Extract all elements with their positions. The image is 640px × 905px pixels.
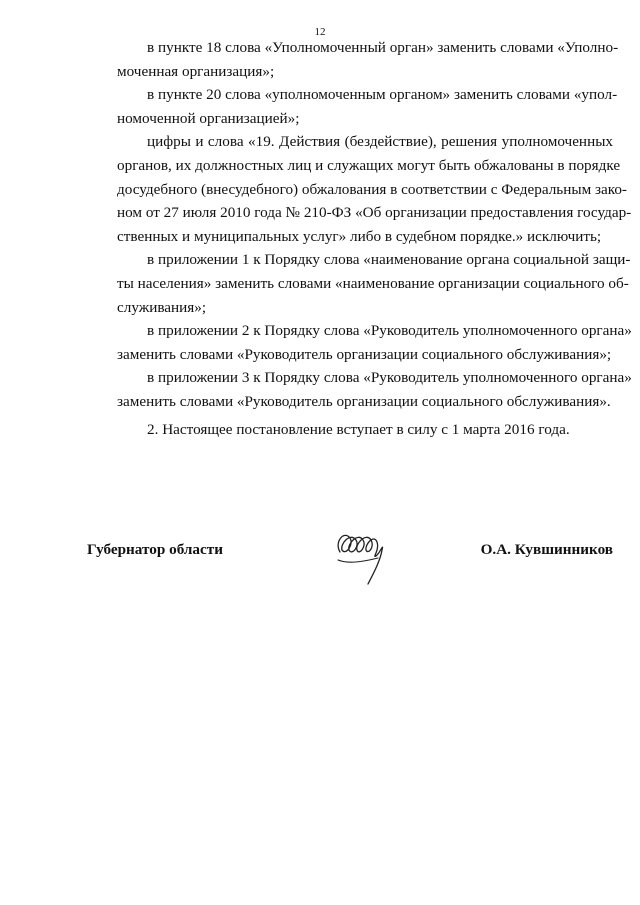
text-line: в приложении 2 к Порядку слова «Руководитель уполномоченного органа»	[147, 322, 632, 340]
text-line: в приложении 1 к Порядку слова «наименование органа социальной защи-	[147, 251, 631, 269]
paragraph	[87, 36, 619, 83]
document-body	[87, 36, 632, 441]
text-line: досудебного (внесудебного) обжалования в соответствии с Федеральным зако-	[117, 180, 627, 198]
page-number: 12	[314, 26, 326, 38]
paragraph	[87, 319, 632, 366]
paragraph	[87, 248, 631, 319]
paragraph	[87, 83, 618, 130]
text-line: служивания»;	[117, 298, 207, 316]
text-line: в пункте 18 слова «Уполномоченный орган» заменить словами «Уполно-	[147, 39, 619, 56]
signatory-name: О.А. Кувшинников	[480, 541, 613, 558]
paragraph	[87, 130, 632, 248]
signature-block	[87, 520, 613, 600]
text-line: моченная организация»;	[117, 62, 275, 80]
text-line: ственных и муниципальных услуг» либо в судебном порядке.» исключить;	[117, 227, 602, 245]
text-line: заменить словами «Руководитель организации социального обслуживания».	[117, 392, 611, 410]
signatory-title: Губернатор области	[87, 541, 223, 558]
text-line: заменить словами «Руководитель организации социального обслуживания»;	[117, 345, 612, 363]
text-line: в приложении 3 к Порядку слова «Руководитель уполномоченного органа»	[147, 369, 632, 387]
handwritten-signature	[332, 520, 392, 588]
paragraph	[87, 418, 613, 442]
text-line: номоченной организацией»;	[117, 109, 300, 127]
text-line: органов, их должностных лиц и служащих могут быть обжалованы в порядке	[117, 156, 621, 174]
text-line: ты населения» заменить словами «наименование организации социального об-	[117, 274, 629, 292]
paragraph	[87, 366, 632, 413]
text-line: в пункте 20 слова «уполномоченным органом» заменить словами «упол-	[147, 86, 618, 104]
text-line: ном от 27 июля 2010 года № 210-ФЗ «Об организации предоставления государ-	[117, 204, 632, 222]
text-line: цифры и слова «19. Действия (бездействие), решения уполномоченных	[147, 133, 613, 151]
text-line: 2. Настоящее постановление вступает в силу с 1 марта 2016 года.	[147, 420, 570, 438]
